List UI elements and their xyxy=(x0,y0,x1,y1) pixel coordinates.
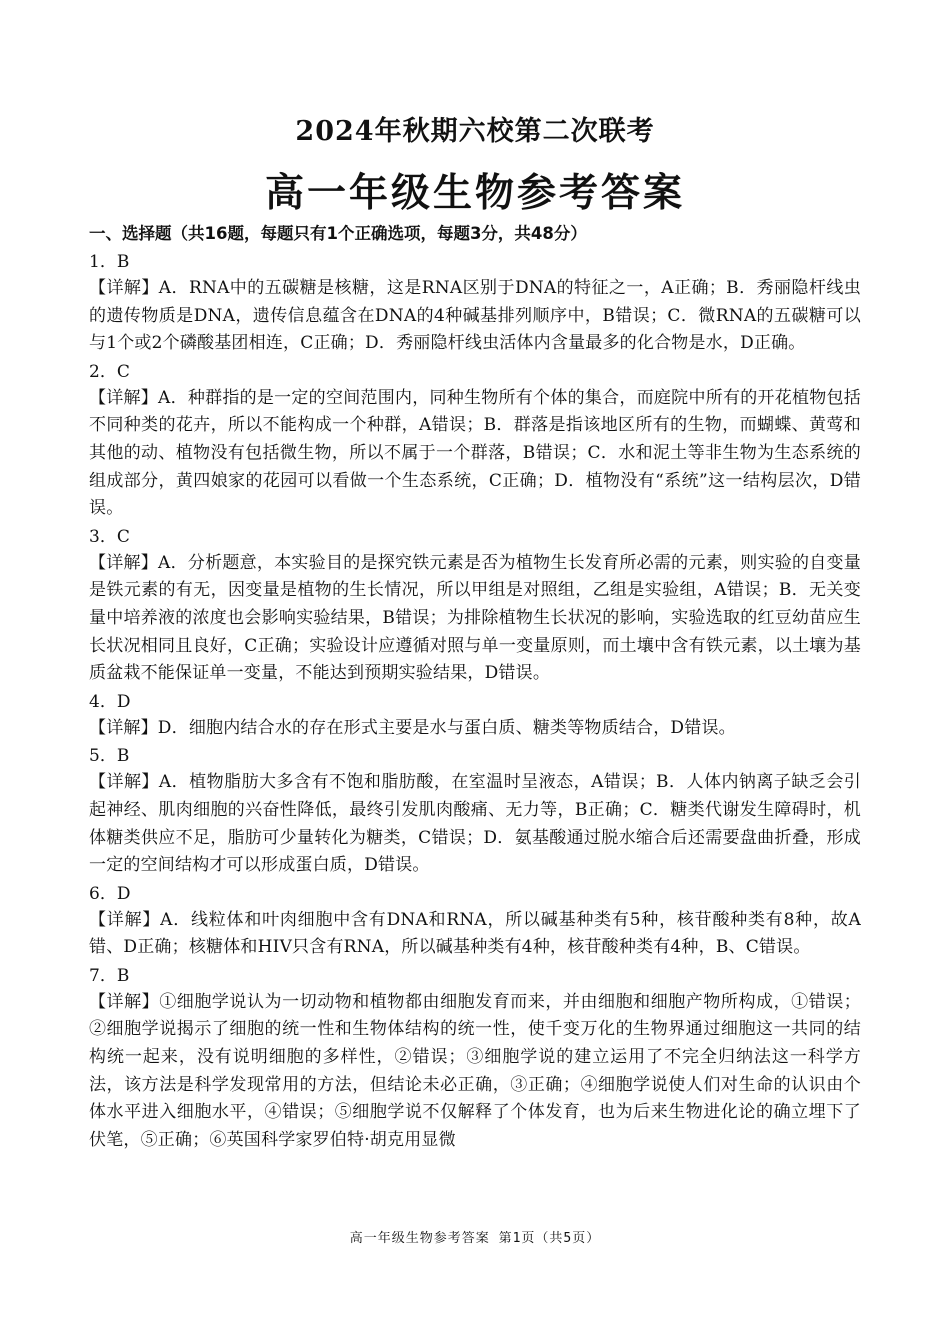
question-answer: 4．D xyxy=(89,691,131,712)
question-block xyxy=(89,743,861,879)
question-block xyxy=(89,963,861,1155)
question-block xyxy=(89,249,861,358)
question-block xyxy=(89,689,861,743)
question-answer: 6．D xyxy=(89,883,131,904)
question-block xyxy=(89,524,861,688)
question-answer: 3．C xyxy=(89,526,130,547)
question-block xyxy=(89,359,861,523)
document-title: 高一年级生物参考答案 xyxy=(264,171,685,216)
question-explanation: 【详解】A．种群指的是一定的空间范围内，同种生物所有个体的集合，而庭院中所有的开花植物包括不同种类的花卉，所以不能构成一个种群，A错误；B．群落是指该地区所有的生物，而蝴蝶、黄莺和其他的动、植物没有包括微生物，所以不属于一个群落，B错误；C．水和泥土等非生物为生态系统的组成部分，黄四娘家的花园可以看做一个生态系统，C正确；D．植物没有“系统”这一结构层次，D错误。 xyxy=(89,387,861,519)
section-heading: 一、选择题（共16题，每题只有1个正确选项，每题3分，共48分） xyxy=(89,224,587,243)
question-explanation: 【详解】①细胞学说认为一切动物和植物都由细胞发育而来，并由细胞和细胞产物所构成，①错误；②细胞学说揭示了细胞的统一性和生物体结构的统一性，使千变万化的生物界通过细胞这一共同的结构统一起来，没有说明细胞的多样性，②错误；③细胞学说的建立运用了不完全归纳法这一科学方法，该方法是科学发现常用的方法，但结论未必正确，③正确；④细胞学说使人们对生命的认识由个体水平进入细胞水平，④错误；⑤细胞学说不仅解释了个体发育，也为后来生物进化论的确立埋下了伏笔，⑤正确；⑥英国科学家罗伯特·胡克用显微 xyxy=(89,991,861,1150)
question-answer: 2．C xyxy=(89,361,130,382)
question-answer: 5．B xyxy=(89,746,130,767)
page-footer: 高一年级生物参考答案 第1页（共5页） xyxy=(349,1231,601,1246)
question-block xyxy=(89,881,861,962)
question-explanation: 【详解】A．RNA中的五碳糖是核糖，这是RNA区别于DNA的特征之一，A正确；B．秀丽隐杆线虫的遗传物质是DNA，遗传信息蕴含在DNA的4种碱基排列顺序中，B错误；C．微RNA的五碳糖可以与1个或2个磷酸基团相连，C正确；D．秀丽隐杆线虫活体内含量最多的化合物是水，D正确。 xyxy=(89,278,861,354)
question-explanation: 【详解】A．植物脂肪大多含有不饱和脂肪酸，在室温时呈液态，A错误；B．人体内钠离子缺乏会引起神经、肌肉细胞的兴奋性降低，最终引发肌肉酸痛、无力等，B正确；C．糖类代谢发生障碍时，机体糖类供应不足，脂肪可少量转化为糖类，C错误；D．氨基酸通过脱水缩合后还需要盘曲折叠，形成一定的空间结构才可以形成蛋白质，D错误。 xyxy=(89,772,861,876)
page-header xyxy=(0,112,950,152)
question-explanation: 【详解】A．线粒体和叶肉细胞中含有DNA和RNA，所以碱基种类有5种，核苷酸种类有8种，故A错、D正确；核糖体和HIV只含有RNA，所以碱基种类有4种，核苷酸种类有4种，B、C错误。 xyxy=(89,909,861,958)
exam-title: 2024年秋期六校第二次联考 xyxy=(295,116,655,147)
answer-content xyxy=(89,220,861,1154)
question-explanation: 【详解】A．分析题意，本实验目的是探究铁元素是否为植物生长发育所必需的元素，则实验的自变量是铁元素的有无，因变量是植物的生长情况，所以甲组是对照组，乙组是实验组，A错误；B．无关变量中培养液的浓度也会影响实验结果，B错误；为排除植物生长状况的影响，实验选取的红豆幼苗应生长状况相同且良好，C正确；实验设计应遵循对照与单一变量原则，而土壤中含有铁元素，以土壤为基质盆栽不能保证单一变量，不能达到预期实验结果，D错误。 xyxy=(89,552,861,684)
question-answer: 7．B xyxy=(89,965,130,986)
question-explanation: 【详解】D．细胞内结合水的存在形式主要是水与蛋白质、糖类等物质结合，D错误。 xyxy=(89,717,736,738)
question-answer: 1．B xyxy=(89,252,130,272)
